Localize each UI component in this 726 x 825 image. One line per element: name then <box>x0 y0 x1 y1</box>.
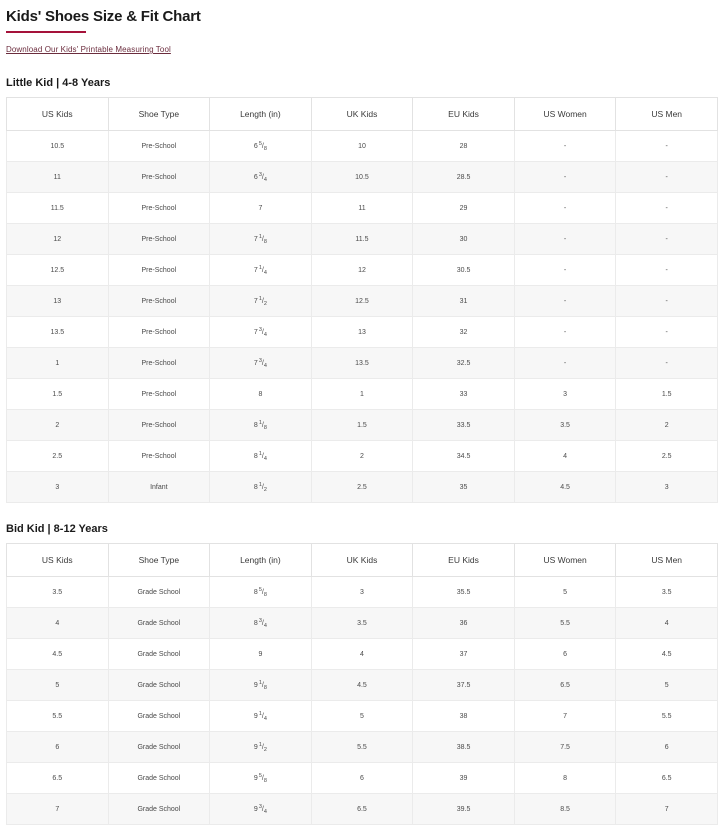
column-header: UK Kids <box>311 98 413 131</box>
table-row <box>7 379 718 410</box>
cell-us-women: - <box>514 131 616 162</box>
cell-shoe-type: Pre-School <box>108 193 210 224</box>
cell-shoe-type: Infant <box>108 472 210 503</box>
cell-us-men: - <box>616 162 718 193</box>
cell-us-men: 5.5 <box>616 701 718 732</box>
cell-length-in: $6^3/_4$ <box>210 162 312 193</box>
cell-eu-kids: 38 <box>413 701 515 732</box>
cell-us-kids: 4.5 <box>7 639 109 670</box>
cell-us-women: - <box>514 255 616 286</box>
size-table <box>6 97 718 503</box>
cell-us-kids: 2 <box>7 410 109 441</box>
cell-length-in: $7^1/_8$ <box>210 224 312 255</box>
cell-uk-kids: 5 <box>311 701 413 732</box>
cell-us-men: 2.5 <box>616 441 718 472</box>
cell-us-women: 3.5 <box>514 410 616 441</box>
cell-shoe-type: Pre-School <box>108 348 210 379</box>
cell-shoe-type: Grade School <box>108 763 210 794</box>
table-row <box>7 162 718 193</box>
cell-uk-kids: 2 <box>311 441 413 472</box>
cell-shoe-type: Pre-School <box>108 255 210 286</box>
cell-eu-kids: 37.5 <box>413 670 515 701</box>
cell-us-men: - <box>616 348 718 379</box>
cell-us-kids: 5.5 <box>7 701 109 732</box>
cell-us-men: 7 <box>616 794 718 825</box>
cell-length-in: $8^3/_4$ <box>210 608 312 639</box>
cell-us-kids: 2.5 <box>7 441 109 472</box>
column-header: US Men <box>616 544 718 577</box>
cell-us-kids: 3.5 <box>7 577 109 608</box>
cell-shoe-type: Grade School <box>108 701 210 732</box>
section-heading: Little Kid | 4-8 Years <box>6 77 111 89</box>
cell-us-men: - <box>616 286 718 317</box>
cell-length-in: $9^1/_4$ <box>210 701 312 732</box>
cell-us-kids: 5 <box>7 670 109 701</box>
cell-us-men: - <box>616 131 718 162</box>
cell-shoe-type: Grade School <box>108 639 210 670</box>
cell-us-women: 6 <box>514 639 616 670</box>
column-header: UK Kids <box>311 544 413 577</box>
cell-eu-kids: 32.5 <box>413 348 515 379</box>
cell-shoe-type: Grade School <box>108 577 210 608</box>
cell-shoe-type: Grade School <box>108 794 210 825</box>
page-title: Kids' Shoes Size & Fit Chart <box>6 8 201 25</box>
cell-us-women: 5 <box>514 577 616 608</box>
table-row <box>7 639 718 670</box>
column-header: US Women <box>514 98 616 131</box>
cell-shoe-type: Pre-School <box>108 410 210 441</box>
cell-eu-kids: 30.5 <box>413 255 515 286</box>
table-row <box>7 577 718 608</box>
cell-shoe-type: Pre-School <box>108 131 210 162</box>
cell-length-in: 7 <box>210 193 312 224</box>
cell-us-men: - <box>616 255 718 286</box>
table-row <box>7 472 718 503</box>
column-header: US Kids <box>7 98 109 131</box>
cell-us-women: 8.5 <box>514 794 616 825</box>
table-row <box>7 763 718 794</box>
cell-eu-kids: 28.5 <box>413 162 515 193</box>
cell-eu-kids: 31 <box>413 286 515 317</box>
cell-length-in: $9^1/_8$ <box>210 670 312 701</box>
table-row <box>7 224 718 255</box>
table-row <box>7 670 718 701</box>
cell-us-men: - <box>616 224 718 255</box>
column-header: EU Kids <box>413 98 515 131</box>
cell-length-in: 9 <box>210 639 312 670</box>
cell-uk-kids: 5.5 <box>311 732 413 763</box>
cell-us-kids: 1 <box>7 348 109 379</box>
cell-length-in: $9^1/_2$ <box>210 732 312 763</box>
cell-us-men: 5 <box>616 670 718 701</box>
cell-us-kids: 13 <box>7 286 109 317</box>
cell-uk-kids: 10.5 <box>311 162 413 193</box>
cell-shoe-type: Pre-School <box>108 162 210 193</box>
cell-us-men: 4.5 <box>616 639 718 670</box>
cell-eu-kids: 34.5 <box>413 441 515 472</box>
cell-us-men: 6.5 <box>616 763 718 794</box>
cell-us-kids: 7 <box>7 794 109 825</box>
table-row <box>7 131 718 162</box>
cell-us-men: 3 <box>616 472 718 503</box>
table-row <box>7 441 718 472</box>
cell-us-women: - <box>514 224 616 255</box>
cell-eu-kids: 36 <box>413 608 515 639</box>
table-row <box>7 701 718 732</box>
cell-us-kids: 10.5 <box>7 131 109 162</box>
cell-us-men: 6 <box>616 732 718 763</box>
cell-eu-kids: 37 <box>413 639 515 670</box>
cell-eu-kids: 29 <box>413 193 515 224</box>
table-row <box>7 794 718 825</box>
cell-us-men: 4 <box>616 608 718 639</box>
cell-us-kids: 6 <box>7 732 109 763</box>
cell-us-women: - <box>514 162 616 193</box>
cell-length-in: $9^5/_8$ <box>210 763 312 794</box>
cell-length-in: $6^5/_8$ <box>210 131 312 162</box>
cell-eu-kids: 38.5 <box>413 732 515 763</box>
column-header: Length (in) <box>210 544 312 577</box>
cell-shoe-type: Grade School <box>108 608 210 639</box>
cell-us-women: - <box>514 348 616 379</box>
cell-eu-kids: 39 <box>413 763 515 794</box>
cell-shoe-type: Pre-School <box>108 286 210 317</box>
cell-us-women: 7.5 <box>514 732 616 763</box>
cell-uk-kids: 12 <box>311 255 413 286</box>
table-row <box>7 286 718 317</box>
cell-uk-kids: 11 <box>311 193 413 224</box>
cell-eu-kids: 35.5 <box>413 577 515 608</box>
table-row <box>7 317 718 348</box>
cell-length-in: $8^5/_8$ <box>210 577 312 608</box>
cell-us-kids: 11.5 <box>7 193 109 224</box>
cell-shoe-type: Grade School <box>108 732 210 763</box>
table-row <box>7 608 718 639</box>
cell-uk-kids: 4 <box>311 639 413 670</box>
cell-length-in: $7^1/_2$ <box>210 286 312 317</box>
cell-us-kids: 12.5 <box>7 255 109 286</box>
column-header: US Women <box>514 544 616 577</box>
cell-eu-kids: 30 <box>413 224 515 255</box>
table-row <box>7 410 718 441</box>
cell-uk-kids: 11.5 <box>311 224 413 255</box>
cell-us-kids: 4 <box>7 608 109 639</box>
cell-us-women: 8 <box>514 763 616 794</box>
column-header: Shoe Type <box>108 98 210 131</box>
cell-uk-kids: 6.5 <box>311 794 413 825</box>
column-header: Shoe Type <box>108 544 210 577</box>
cell-us-women: - <box>514 317 616 348</box>
cell-length-in: $7^1/_4$ <box>210 255 312 286</box>
cell-eu-kids: 28 <box>413 131 515 162</box>
cell-us-kids: 12 <box>7 224 109 255</box>
cell-us-women: 4 <box>514 441 616 472</box>
cell-shoe-type: Pre-School <box>108 379 210 410</box>
cell-eu-kids: 33 <box>413 379 515 410</box>
download-measuring-tool-link[interactable]: Download Our Kids' Printable Measuring Tool <box>6 45 171 54</box>
table-header-row <box>7 98 718 131</box>
size-table <box>6 543 718 825</box>
size-chart-page <box>0 8 726 825</box>
cell-shoe-type: Pre-School <box>108 224 210 255</box>
cell-us-women: 4.5 <box>514 472 616 503</box>
cell-eu-kids: 33.5 <box>413 410 515 441</box>
table-row <box>7 732 718 763</box>
cell-eu-kids: 32 <box>413 317 515 348</box>
cell-us-men: 2 <box>616 410 718 441</box>
column-header: EU Kids <box>413 544 515 577</box>
cell-eu-kids: 35 <box>413 472 515 503</box>
cell-us-men: 3.5 <box>616 577 718 608</box>
cell-uk-kids: 2.5 <box>311 472 413 503</box>
title-underline-rule <box>6 31 86 33</box>
cell-us-women: 6.5 <box>514 670 616 701</box>
cell-uk-kids: 3 <box>311 577 413 608</box>
cell-length-in: $8^1/_2$ <box>210 472 312 503</box>
cell-uk-kids: 1.5 <box>311 410 413 441</box>
cell-uk-kids: 13.5 <box>311 348 413 379</box>
cell-uk-kids: 6 <box>311 763 413 794</box>
cell-shoe-type: Grade School <box>108 670 210 701</box>
cell-length-in: $8^1/_4$ <box>210 441 312 472</box>
cell-us-kids: 13.5 <box>7 317 109 348</box>
column-header: US Men <box>616 98 718 131</box>
cell-eu-kids: 39.5 <box>413 794 515 825</box>
cell-us-women: 3 <box>514 379 616 410</box>
cell-us-women: 5.5 <box>514 608 616 639</box>
cell-uk-kids: 10 <box>311 131 413 162</box>
cell-us-kids: 1.5 <box>7 379 109 410</box>
cell-uk-kids: 4.5 <box>311 670 413 701</box>
cell-uk-kids: 13 <box>311 317 413 348</box>
cell-uk-kids: 12.5 <box>311 286 413 317</box>
table-row <box>7 348 718 379</box>
cell-us-women: - <box>514 286 616 317</box>
cell-us-kids: 3 <box>7 472 109 503</box>
cell-length-in: 8 <box>210 379 312 410</box>
table-row <box>7 255 718 286</box>
cell-length-in: $7^3/_4$ <box>210 348 312 379</box>
cell-us-men: - <box>616 193 718 224</box>
section-heading: Bid Kid | 8-12 Years <box>6 523 108 535</box>
cell-length-in: $8^1/_8$ <box>210 410 312 441</box>
cell-uk-kids: 1 <box>311 379 413 410</box>
table-row <box>7 193 718 224</box>
size-chart-sections <box>0 77 726 825</box>
cell-shoe-type: Pre-School <box>108 317 210 348</box>
cell-us-kids: 6.5 <box>7 763 109 794</box>
cell-us-men: - <box>616 317 718 348</box>
cell-shoe-type: Pre-School <box>108 441 210 472</box>
cell-us-women: 7 <box>514 701 616 732</box>
table-header-row <box>7 544 718 577</box>
cell-length-in: $9^3/_4$ <box>210 794 312 825</box>
cell-length-in: $7^3/_4$ <box>210 317 312 348</box>
cell-us-men: 1.5 <box>616 379 718 410</box>
cell-us-women: - <box>514 193 616 224</box>
cell-uk-kids: 3.5 <box>311 608 413 639</box>
cell-us-kids: 11 <box>7 162 109 193</box>
column-header: US Kids <box>7 544 109 577</box>
column-header: Length (in) <box>210 98 312 131</box>
